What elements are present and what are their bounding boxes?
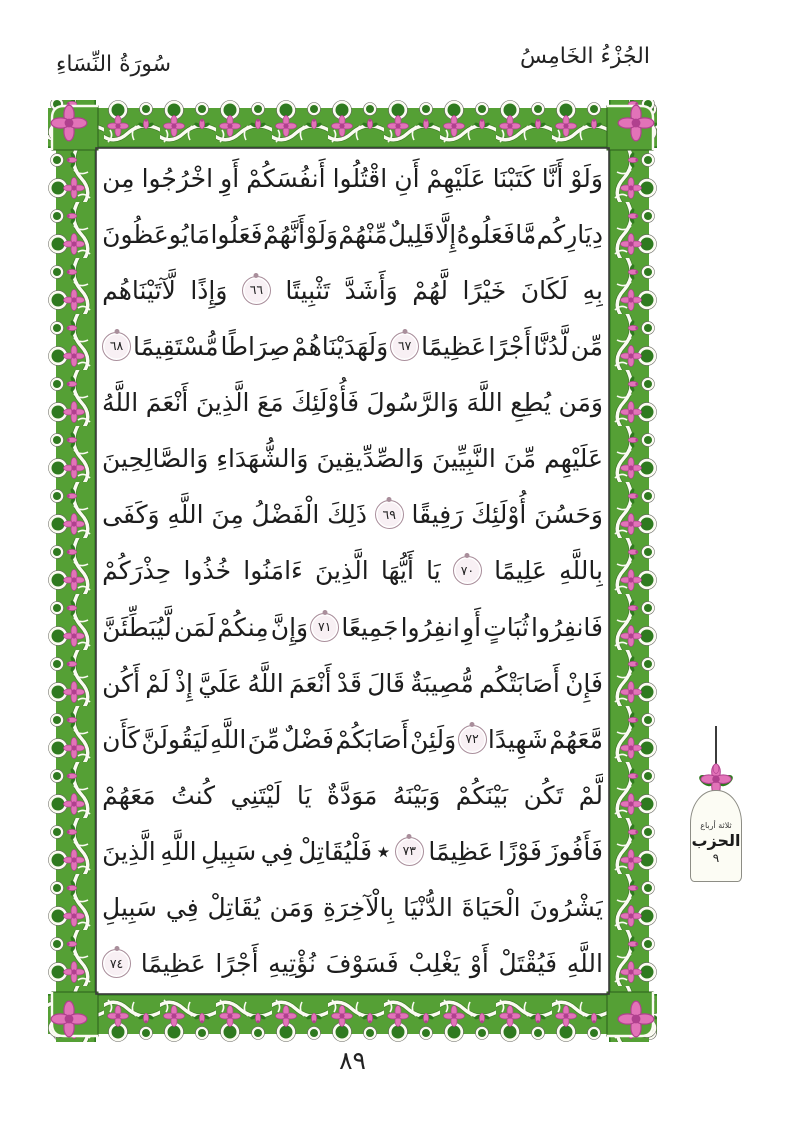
quran-word: وَلَوْ bbox=[305, 219, 339, 249]
quran-word: يُوعَظُونَ bbox=[102, 219, 189, 249]
quran-word: الْحَيَاةَ bbox=[461, 893, 521, 923]
quran-word: لَيَقُولَنَّ bbox=[141, 724, 209, 754]
quran-word: لَيْتَنِي bbox=[230, 780, 282, 810]
quran-word: أَنفُسَكُمْ bbox=[246, 163, 326, 193]
quran-word: بِهِ bbox=[582, 275, 603, 305]
hizb-fraction-label: ثلاثة أرباع bbox=[700, 821, 732, 831]
quran-word: وَكَفَى bbox=[102, 500, 160, 530]
hizb-marker-dome bbox=[690, 790, 742, 882]
aya-end-marker: ٧١ bbox=[310, 613, 339, 642]
quran-word: جَمِيعًا bbox=[341, 612, 399, 642]
quran-word: اللَّهِ bbox=[167, 500, 204, 530]
quran-word: أَنْعَمَ bbox=[145, 388, 189, 418]
quran-word: فَعَلُوهُ bbox=[456, 219, 515, 249]
quran-word: لَمْ bbox=[145, 668, 170, 698]
quran-word: أَجْرًا bbox=[488, 331, 532, 361]
quran-word: كَتَبْنَا bbox=[492, 163, 535, 193]
quran-word: قَدْ bbox=[336, 668, 362, 698]
quran-word: اللَّهِ bbox=[160, 837, 197, 867]
quran-word: إِلَّا bbox=[435, 219, 457, 249]
quran-word: فَأُوْلَئِكَ bbox=[291, 388, 360, 418]
aya-end-marker: ٦٩ bbox=[375, 500, 404, 529]
quran-word: تَكُن bbox=[523, 780, 564, 810]
aya-end-marker: ٧٣ bbox=[395, 837, 424, 866]
quran-word: فَيُقْتَلْ bbox=[498, 949, 558, 979]
quran-word: دِيَارِكُم bbox=[536, 219, 603, 249]
quran-word: إِذْ bbox=[174, 668, 193, 698]
quran-word: عَظِيمًا bbox=[421, 331, 487, 361]
hizb-label: الحزب bbox=[691, 831, 741, 851]
quran-word: أَجْرًا bbox=[215, 949, 259, 979]
quran-word: يَا bbox=[426, 556, 441, 586]
quran-word: قَلِيلٌ bbox=[387, 219, 435, 249]
quran-word: اقْتُلُوا bbox=[332, 163, 388, 193]
quran-line bbox=[102, 150, 603, 206]
quran-word: مَعَهُمْ bbox=[102, 780, 156, 810]
quran-word: فَلْيُقَاتِلْ bbox=[298, 837, 373, 867]
quran-word: تَثْبِيتًا bbox=[285, 275, 331, 305]
quran-word: الدُّنْيَا bbox=[402, 893, 453, 923]
quran-word: عَلِيمًا bbox=[494, 556, 547, 586]
quran-word: الَّذِينَ bbox=[102, 837, 156, 867]
quran-word: أَيُّهَا bbox=[380, 556, 414, 586]
quran-word: رَفِيقًا bbox=[411, 500, 464, 530]
quran-word: فِي bbox=[260, 837, 294, 867]
quran-word: صِرَاطًا bbox=[220, 331, 290, 361]
quran-word: ثُبَاتٍ bbox=[483, 612, 529, 642]
quran-line bbox=[102, 655, 603, 711]
quran-word: عَلَيَّ bbox=[198, 668, 243, 698]
quran-line bbox=[102, 880, 603, 936]
quran-word: فَضْلٌ bbox=[281, 724, 335, 754]
quran-line bbox=[102, 318, 603, 374]
quran-word: اللَّهَ bbox=[466, 388, 503, 418]
quran-word: اخْرُجُوا bbox=[141, 163, 214, 193]
juz-header: الجُزْءُ الخَامِسُ bbox=[519, 44, 650, 69]
quran-word: مُّصِيبَةٌ bbox=[410, 668, 474, 698]
quran-word: مَّا bbox=[515, 219, 537, 249]
quran-word: الْفَضْلُ bbox=[251, 500, 320, 530]
quran-word: ءَامَنُوا bbox=[243, 556, 303, 586]
aya-end-marker: ٧٤ bbox=[102, 949, 131, 978]
quran-word: فَأَفُوزَ bbox=[546, 837, 603, 867]
quran-word: اللَّهُ bbox=[247, 668, 284, 698]
quran-word: وَمَن bbox=[269, 893, 315, 923]
quran-word: عَلَيْهِم bbox=[544, 444, 603, 474]
hizb-number: ٩ bbox=[712, 850, 720, 865]
quran-line bbox=[102, 206, 603, 262]
aya-end-marker: ٦٧ bbox=[390, 332, 419, 361]
quran-word: فَسَوْفَ bbox=[325, 949, 399, 979]
aya-end-marker: ٧٠ bbox=[453, 556, 482, 585]
quran-word: اللَّهُ bbox=[102, 388, 139, 418]
quran-word: وَلَهَدَيْنَاهُمْ bbox=[291, 331, 389, 361]
hizb-marker bbox=[686, 726, 746, 892]
quran-word: لَّدُنَّا bbox=[533, 331, 569, 361]
quran-word: مَّعَهُمْ bbox=[549, 724, 603, 754]
quran-word: خُذُوا bbox=[183, 556, 232, 586]
quran-word: وَإِذًا bbox=[190, 275, 228, 305]
quran-word: بِالْآخِرَةِ bbox=[322, 893, 395, 923]
quran-word: حِذْرَكُمْ bbox=[102, 556, 172, 586]
quran-word: بِاللَّهِ bbox=[559, 556, 603, 586]
quran-word: لَّهُمْ bbox=[412, 275, 449, 305]
quran-word: فَوْزًا bbox=[498, 837, 542, 867]
quran-word: وَأَشَدَّ bbox=[344, 275, 398, 305]
quran-word: أَنَّا bbox=[541, 163, 564, 193]
quran-word: ذَلِكَ bbox=[327, 500, 367, 530]
quran-word: وَالصِّدِّيقِينَ bbox=[316, 444, 425, 474]
quran-line bbox=[102, 375, 603, 431]
quran-word: وَلَئِنْ bbox=[409, 724, 457, 754]
aya-end-marker: ٦٨ bbox=[102, 332, 131, 361]
page-number: ٨٩ bbox=[339, 1046, 366, 1075]
quran-word: يَغْلِبْ bbox=[408, 949, 461, 979]
quran-text-area bbox=[102, 150, 603, 992]
quran-word: كَأَن bbox=[102, 724, 140, 754]
quran-word: قَالَ bbox=[367, 668, 405, 698]
quran-word: انفِرُوا bbox=[400, 612, 460, 642]
quran-word: وَإِنَّ bbox=[270, 612, 309, 642]
quran-word: أَوْ bbox=[469, 949, 489, 979]
quran-word: يُقَاتِلْ bbox=[207, 893, 261, 923]
quran-word: لَّآتَيْنَاهُم bbox=[102, 275, 176, 305]
quran-line bbox=[102, 824, 603, 880]
quran-word: لَكَانَ bbox=[520, 275, 569, 305]
quran-word: عَظِيمًا bbox=[428, 837, 494, 867]
quran-line bbox=[102, 936, 603, 992]
quran-word: لَمَن bbox=[174, 612, 216, 642]
quran-word: لَّيُبَطِّئَنَّ bbox=[102, 612, 172, 642]
quran-word: مِّن bbox=[570, 331, 603, 361]
quran-word: الَّذِينَ bbox=[314, 556, 369, 586]
aya-end-marker: ٧٢ bbox=[458, 725, 487, 754]
quran-word: ٭ bbox=[376, 837, 391, 867]
quran-word: أَنَّهُمْ bbox=[262, 219, 306, 249]
quran-line bbox=[102, 431, 603, 487]
quran-word: مَوَدَّةٌ bbox=[326, 780, 378, 810]
quran-line bbox=[102, 711, 603, 767]
quran-word: فَعَلُوا bbox=[210, 219, 263, 249]
quran-word: كُنتُ bbox=[171, 780, 216, 810]
quran-word: وَالرَّسُولَ bbox=[366, 388, 460, 418]
quran-line bbox=[102, 599, 603, 655]
quran-word: وَالصَّالِحِينَ bbox=[102, 444, 209, 474]
quran-word: أَنِ bbox=[394, 163, 420, 193]
quran-word: أُوْلَئِكَ bbox=[471, 500, 527, 530]
quran-word: اللَّهِ bbox=[566, 949, 603, 979]
quran-word: أَصَابَكُمْ bbox=[335, 724, 409, 754]
quran-word: اللَّهِ bbox=[210, 724, 247, 754]
quran-word: أَصَابَتْكُم bbox=[479, 668, 560, 698]
quran-line bbox=[102, 767, 603, 823]
quran-word: أَوِ bbox=[462, 612, 482, 642]
quran-word: مِّنْهُمْ bbox=[338, 219, 388, 249]
quran-word: وَلَوْ bbox=[570, 163, 603, 193]
quran-word: أَكُن bbox=[102, 668, 141, 698]
quran-word: مَا bbox=[189, 219, 211, 249]
quran-word: مُّسْتَقِيمًا bbox=[133, 331, 219, 361]
quran-word: وَالشُّهَدَاءِ bbox=[216, 444, 309, 474]
quran-word: لَّمْ bbox=[578, 780, 603, 810]
quran-word: فَانفِرُوا bbox=[531, 612, 603, 642]
quran-word: يَشْرُونَ bbox=[529, 893, 603, 923]
quran-word: مَعَ bbox=[257, 388, 284, 418]
quran-word: وَبَيْنَهُ bbox=[392, 780, 441, 810]
quran-word: مِن bbox=[102, 163, 135, 193]
quran-word: عَظِيمًا bbox=[140, 949, 206, 979]
quran-word: أَوِ bbox=[220, 163, 240, 193]
quran-line bbox=[102, 487, 603, 543]
quran-word: عَلَيْهِمْ bbox=[426, 163, 486, 193]
quran-word: مِنَ bbox=[211, 500, 244, 530]
quran-word: مِّنَ bbox=[247, 724, 281, 754]
quran-word: سَبِيلِ bbox=[201, 837, 257, 867]
quran-word: مِّنَ bbox=[503, 444, 537, 474]
quran-word: فَإِنْ bbox=[565, 668, 603, 698]
quran-word: بَيْنَكُمْ bbox=[455, 780, 509, 810]
quran-word: خَيْرًا bbox=[462, 275, 507, 305]
quran-word: يَا bbox=[296, 780, 312, 810]
quran-word: وَحَسُنَ bbox=[534, 500, 603, 530]
quran-word: النَّبِيِّينَ bbox=[432, 444, 496, 474]
quran-line bbox=[102, 262, 603, 318]
quran-word: شَهِيدًا bbox=[487, 724, 549, 754]
surah-header: سُورَةُ النِّسَاءِ bbox=[56, 52, 172, 77]
quran-word: الَّذِينَ bbox=[195, 388, 250, 418]
quran-word: أَنْعَمَ bbox=[289, 668, 332, 698]
quran-word: فِي bbox=[165, 893, 199, 923]
aya-end-marker: ٦٦ bbox=[242, 276, 271, 305]
quran-word: يُطِعِ bbox=[510, 388, 552, 418]
quran-word: نُؤْتِيهِ bbox=[268, 949, 316, 979]
quran-word: وَمَن bbox=[558, 388, 603, 418]
hizb-marker-stem bbox=[715, 726, 717, 764]
quran-word: مِنكُمْ bbox=[217, 612, 269, 642]
quran-word: سَبِيلِ bbox=[102, 893, 157, 923]
quran-line bbox=[102, 543, 603, 599]
